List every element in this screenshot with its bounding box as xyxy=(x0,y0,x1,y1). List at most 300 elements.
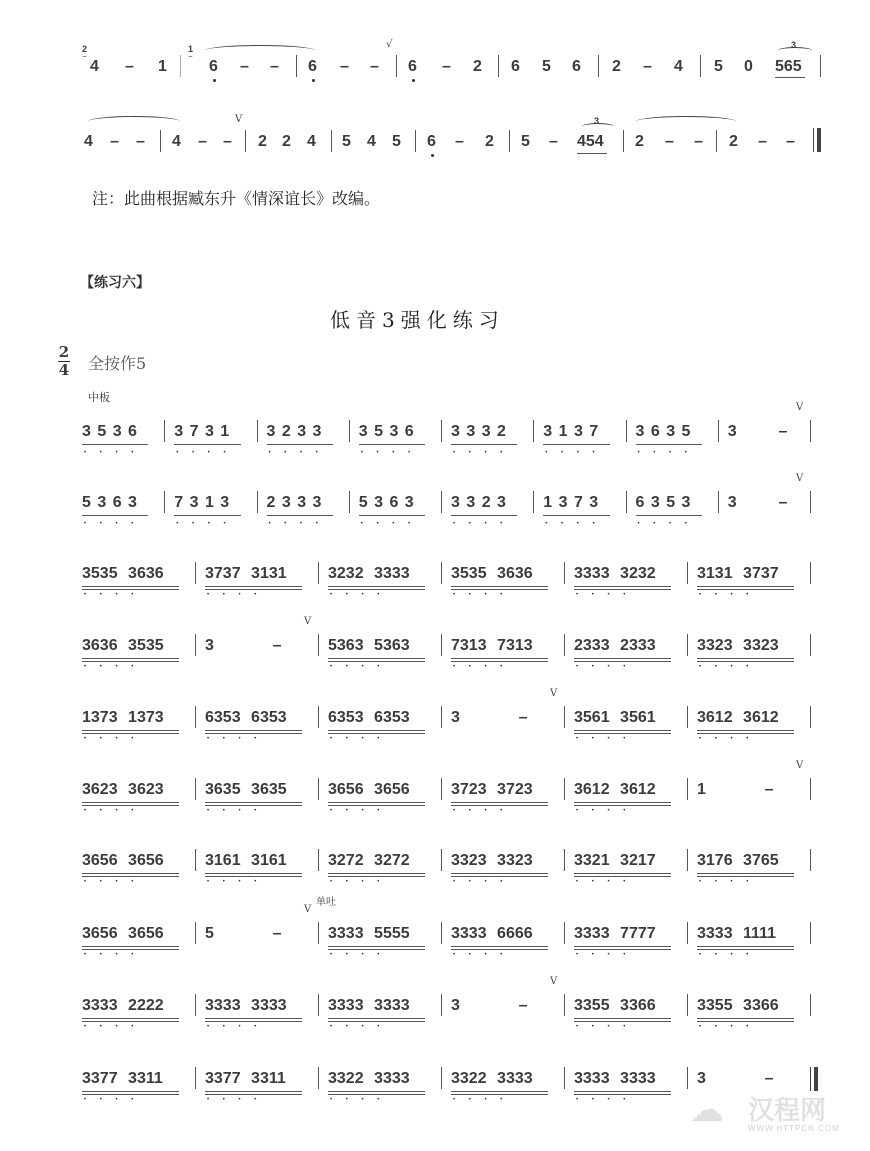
low-octave-dots: • • • • xyxy=(360,521,417,527)
beam-underline xyxy=(574,1018,671,1019)
dash: – xyxy=(442,58,451,75)
beam-underline xyxy=(328,589,425,590)
tempo-marking: 中板 xyxy=(88,391,110,404)
note-group: 2333 2333 xyxy=(574,637,656,654)
measure xyxy=(205,556,314,596)
measure xyxy=(82,772,191,812)
triplet-454: 454 xyxy=(577,133,604,150)
beam-underline xyxy=(205,1021,302,1022)
low-octave-dots: • • • • xyxy=(207,1024,263,1030)
barline xyxy=(598,55,599,77)
note-group: 3 5 3 6 xyxy=(358,423,414,440)
barline xyxy=(195,562,196,584)
long-note: 3 xyxy=(205,637,214,654)
note-group: 3161 3161 xyxy=(205,852,287,869)
dash: – xyxy=(786,133,795,150)
note: 6 xyxy=(209,58,218,75)
low-octave-dots: • • • • xyxy=(84,879,140,885)
dash: – xyxy=(198,133,207,150)
breath-mark: V xyxy=(796,402,804,413)
beam-underline xyxy=(82,1018,179,1019)
beam-underline xyxy=(82,946,179,947)
note-group: 3737 3131 xyxy=(205,565,287,582)
barline xyxy=(318,849,319,871)
breath-mark: V xyxy=(550,688,558,699)
measure xyxy=(328,628,437,668)
note: 5 xyxy=(342,133,351,150)
breath-mark: V xyxy=(304,904,312,915)
low-octave-dots: • • • • xyxy=(545,521,601,527)
beam-underline xyxy=(328,661,425,662)
note-group: 3723 3723 xyxy=(451,781,533,798)
beam-underline xyxy=(451,444,517,445)
exercise-row xyxy=(0,843,870,883)
final-barline xyxy=(813,128,820,152)
measure xyxy=(359,414,437,454)
note-group: 3355 3366 xyxy=(574,997,656,1014)
barline xyxy=(318,778,319,800)
beam-underline xyxy=(574,1094,671,1095)
breath-mark: V xyxy=(550,976,558,987)
low-octave-dots: • • • • xyxy=(207,879,263,885)
underline xyxy=(577,153,607,154)
low-octave-dots: • • • • xyxy=(84,1024,140,1030)
measure xyxy=(697,700,806,740)
beam-underline xyxy=(205,730,302,731)
dash: – xyxy=(125,58,134,75)
low-octave-dots: • • • • xyxy=(453,450,509,456)
barline xyxy=(564,849,565,871)
beam-underline xyxy=(82,444,148,445)
exercise-title: 低音3强化练习 xyxy=(330,308,505,332)
beam-underline xyxy=(451,873,548,874)
low-octave-dots: • • • • xyxy=(576,808,632,814)
measure xyxy=(359,485,437,525)
beam-underline xyxy=(82,586,179,587)
low-octave-dots: • • • • xyxy=(176,521,232,527)
note: 1 xyxy=(158,58,167,75)
note-group: 3 2 3 3 xyxy=(266,423,322,440)
measure xyxy=(82,628,191,668)
beam-underline xyxy=(205,589,302,590)
beam-underline xyxy=(574,876,671,877)
measure xyxy=(451,628,560,668)
barline xyxy=(195,706,196,728)
low-octave-dots: • • • • xyxy=(360,450,417,456)
barline xyxy=(318,634,319,656)
dash: – xyxy=(665,133,674,150)
note-group: 3323 3323 xyxy=(451,852,533,869)
beam-underline xyxy=(82,661,179,662)
long-note: 1 xyxy=(697,781,706,798)
barline xyxy=(195,1067,196,1089)
beam-underline xyxy=(328,805,425,806)
low-octave-dots: • • • • xyxy=(330,592,386,598)
exercise-row xyxy=(0,556,870,596)
low-octave-dots: • • • • xyxy=(176,450,232,456)
exercise-row xyxy=(0,904,870,958)
beam-underline xyxy=(451,876,548,877)
barline xyxy=(257,420,258,442)
beam-underline xyxy=(697,876,794,877)
barline xyxy=(441,562,442,584)
measure xyxy=(636,414,714,454)
barline xyxy=(810,994,811,1016)
note-group: 3 1 3 7 xyxy=(543,423,599,440)
low-octave-dots: • • • • xyxy=(576,952,632,958)
beam-underline xyxy=(205,586,302,587)
beam-underline xyxy=(574,733,671,734)
low-octave-dots: • • • • xyxy=(84,450,140,456)
low-octave-dots: • • • • xyxy=(453,664,509,670)
barline xyxy=(318,562,319,584)
beam-underline xyxy=(451,949,548,950)
dash: – xyxy=(110,133,119,150)
barline xyxy=(687,706,688,728)
measure xyxy=(82,843,191,883)
barline xyxy=(564,922,565,944)
note-group: 1373 1373 xyxy=(82,709,164,726)
barline xyxy=(441,420,442,442)
dash: – xyxy=(518,997,528,1014)
beam-underline xyxy=(328,1021,425,1022)
measure xyxy=(328,700,437,740)
beam-underline xyxy=(205,1094,302,1095)
note-group: 3656 3656 xyxy=(328,781,410,798)
measure xyxy=(82,556,191,596)
note-group: 3635 3635 xyxy=(205,781,287,798)
beam-underline xyxy=(328,946,425,947)
barline-dashed xyxy=(180,55,181,77)
barline xyxy=(257,491,258,513)
dash: – xyxy=(778,494,788,511)
barline xyxy=(441,706,442,728)
long-note: 3 xyxy=(727,494,737,511)
note: 4 xyxy=(84,133,93,150)
barline xyxy=(687,778,688,800)
beam-underline xyxy=(328,658,425,659)
beam-underline xyxy=(574,658,671,659)
note-group: 3623 3623 xyxy=(82,781,164,798)
beam-underline xyxy=(574,730,671,731)
measure xyxy=(328,843,437,883)
note-group: 5 3 6 3 xyxy=(358,494,414,511)
time-signature-top: 2 xyxy=(58,343,70,361)
long-note: 5 xyxy=(205,925,214,942)
dash: – xyxy=(758,133,767,150)
note-group: 3333 3333 xyxy=(205,997,287,1014)
watermark-logo-icon: ☁ xyxy=(690,1091,724,1129)
measure xyxy=(697,628,806,668)
beam-underline xyxy=(574,873,671,874)
beam-underline xyxy=(205,876,302,877)
beam-underline xyxy=(574,589,671,590)
measure xyxy=(697,916,806,956)
note: 2 xyxy=(729,133,738,150)
low-octave-dots: • • • • xyxy=(699,592,755,598)
beam-underline xyxy=(328,876,425,877)
barline xyxy=(415,130,416,152)
note-group: 2 3 3 3 xyxy=(266,494,322,511)
low-octave-dots: • • • • xyxy=(699,736,755,742)
measure xyxy=(82,414,160,454)
barline xyxy=(810,634,811,656)
measure xyxy=(574,916,683,956)
long-note: 3 xyxy=(697,1070,706,1087)
measure xyxy=(543,485,621,525)
beam-underline xyxy=(574,1091,671,1092)
low-octave-dots: • • • • xyxy=(545,450,601,456)
fingering-instruction: 全按作5 xyxy=(88,354,147,373)
note: 6 xyxy=(308,58,317,75)
measure xyxy=(328,556,437,596)
barline xyxy=(195,634,196,656)
note: 6 xyxy=(511,58,520,75)
note-group: 7313 7313 xyxy=(451,637,533,654)
breath-mark: V xyxy=(235,114,243,125)
time-change-2-4: 2 ⁻ xyxy=(82,44,88,63)
note-group: 3 3 3 2 xyxy=(451,423,506,440)
measure xyxy=(82,1061,191,1101)
barline xyxy=(441,778,442,800)
dash: – xyxy=(694,133,703,150)
measure xyxy=(697,843,806,883)
footnote: 注：此曲根据臧东升《情深谊长》改编。 xyxy=(92,189,381,208)
note-group: 3535 3636 xyxy=(451,565,533,582)
note: 4 xyxy=(367,133,376,150)
underline xyxy=(775,77,805,78)
beam-underline xyxy=(82,1091,179,1092)
exercise-row xyxy=(0,688,870,742)
beam-underline xyxy=(574,946,671,947)
low-octave-dots: • • • • xyxy=(699,952,755,958)
barline xyxy=(564,1067,565,1089)
barline xyxy=(195,778,196,800)
beam-underline xyxy=(328,733,425,734)
barline xyxy=(623,130,624,152)
exercise-row xyxy=(0,616,870,670)
beam-underline xyxy=(82,949,179,950)
dash: – xyxy=(764,1070,774,1087)
note-group: 3656 3656 xyxy=(82,852,164,869)
low-octave-dot xyxy=(312,79,315,82)
barline xyxy=(509,130,510,152)
measure xyxy=(82,916,191,956)
note-group: 3 6 3 5 xyxy=(635,423,691,440)
note-group: 3377 3311 xyxy=(82,1070,163,1087)
measure xyxy=(267,414,345,454)
triplet-label: 3 xyxy=(791,40,797,50)
barline xyxy=(687,849,688,871)
measure xyxy=(205,1061,314,1101)
low-octave-dots: • • • • xyxy=(453,879,509,885)
measure xyxy=(574,1061,683,1101)
low-octave-dots: • • • • xyxy=(268,521,324,527)
beam-underline xyxy=(451,1094,548,1095)
measure xyxy=(451,916,560,956)
measure xyxy=(451,688,560,740)
low-octave-dots: • • • • xyxy=(330,664,386,670)
barline xyxy=(245,130,246,152)
beam-underline xyxy=(267,515,333,516)
beam-underline xyxy=(697,586,794,587)
watermark-brand: 汉程网 xyxy=(748,1095,827,1125)
note-group: 3131 3737 xyxy=(697,565,779,582)
note: 4 xyxy=(172,133,181,150)
note: 4 xyxy=(90,58,99,75)
low-octave-dots: • • • • xyxy=(84,664,140,670)
barline xyxy=(195,994,196,1016)
barline xyxy=(498,55,499,77)
dash: – xyxy=(272,637,282,654)
beam-underline xyxy=(451,661,548,662)
barline xyxy=(318,706,319,728)
measure xyxy=(697,988,806,1028)
measure xyxy=(205,843,314,883)
note: 4 xyxy=(674,58,683,75)
note: 2 xyxy=(635,133,644,150)
note-group: 3656 3656 xyxy=(82,925,164,942)
beam-underline xyxy=(174,444,240,445)
barline xyxy=(533,420,534,442)
measure xyxy=(328,988,437,1028)
time-signature xyxy=(58,345,70,378)
articulation-marking: 单吐 xyxy=(316,897,336,908)
beam-underline xyxy=(574,805,671,806)
beam-underline xyxy=(82,730,179,731)
measure xyxy=(451,772,560,812)
note-group: 3 5 3 6 xyxy=(82,423,137,440)
barline xyxy=(349,420,350,442)
beam-underline xyxy=(697,589,794,590)
beam-underline xyxy=(451,586,548,587)
dash: – xyxy=(223,133,232,150)
low-octave-dots: • • • • xyxy=(453,1097,509,1103)
note: 6 xyxy=(572,58,581,75)
note-group: 6 3 5 3 xyxy=(635,494,691,511)
note: 6 xyxy=(427,133,436,150)
note-group: 3636 3535 xyxy=(82,637,164,654)
note-group: 3333 1111 xyxy=(697,925,776,942)
exercise-row xyxy=(0,473,870,527)
beam-underline xyxy=(697,873,794,874)
note-group: 3612 3612 xyxy=(574,781,656,798)
note-group: 5 3 6 3 xyxy=(82,494,137,511)
barline xyxy=(564,562,565,584)
long-note: 3 xyxy=(727,423,737,440)
measure xyxy=(82,988,191,1028)
measure xyxy=(328,916,437,956)
low-octave-dots: • • • • xyxy=(576,1024,632,1030)
beam-underline xyxy=(205,802,302,803)
measure xyxy=(697,556,806,596)
barline xyxy=(441,634,442,656)
note-group: 3272 3272 xyxy=(328,852,410,869)
note: 5 xyxy=(392,133,401,150)
beam-underline xyxy=(328,730,425,731)
note-group: 6353 6353 xyxy=(205,709,287,726)
beam-underline xyxy=(451,946,548,947)
beam-underline xyxy=(82,515,148,516)
dash: – xyxy=(518,709,528,726)
note-group: 3323 3323 xyxy=(697,637,779,654)
barline xyxy=(318,922,319,944)
barline xyxy=(700,55,701,77)
dash: – xyxy=(240,58,249,75)
watermark-url: WWW.HTTPCN.COM xyxy=(748,1124,840,1133)
beam-underline xyxy=(328,873,425,874)
measure xyxy=(205,988,314,1028)
barline xyxy=(441,994,442,1016)
measure xyxy=(174,485,252,525)
note-group: 3535 3636 xyxy=(82,565,164,582)
tie xyxy=(636,116,736,127)
triplet-565: 565 xyxy=(775,58,802,75)
note-group: 3232 3333 xyxy=(328,565,410,582)
beam-underline xyxy=(205,873,302,874)
note-group: 3 7 3 1 xyxy=(174,423,230,440)
note: 2 xyxy=(282,133,291,150)
beam-underline xyxy=(205,805,302,806)
note-group: 3333 3333 xyxy=(574,1070,656,1087)
barline xyxy=(318,994,319,1016)
dash: – xyxy=(136,133,145,150)
dash: – xyxy=(778,423,788,440)
note-group: 3612 3612 xyxy=(697,709,779,726)
dash: – xyxy=(272,925,282,942)
low-octave-dot xyxy=(431,154,434,157)
low-octave-dots: • • • • xyxy=(576,592,632,598)
low-octave-dots: • • • • xyxy=(84,736,140,742)
note: 2 xyxy=(473,58,482,75)
beam-underline xyxy=(328,1094,425,1095)
barline xyxy=(820,55,821,77)
barline xyxy=(626,491,627,513)
beam-underline xyxy=(205,733,302,734)
measure xyxy=(636,485,714,525)
tie xyxy=(88,116,180,127)
low-octave-dots: • • • • xyxy=(453,808,509,814)
barline xyxy=(687,634,688,656)
exercise-row xyxy=(0,976,870,1030)
beam-underline xyxy=(636,515,702,516)
note: 2 xyxy=(485,133,494,150)
measure xyxy=(82,485,160,525)
beam-underline xyxy=(82,805,179,806)
beam-underline xyxy=(451,515,517,516)
barline xyxy=(810,706,811,728)
beam-underline xyxy=(543,515,609,516)
barline xyxy=(533,491,534,513)
measure xyxy=(727,473,806,525)
low-octave-dots: • • • • xyxy=(330,736,386,742)
beam-underline xyxy=(82,658,179,659)
measure xyxy=(574,700,683,740)
note: 2 xyxy=(612,58,621,75)
low-octave-dots: • • • • xyxy=(330,1024,386,1030)
low-octave-dots: • • • • xyxy=(576,879,632,885)
exercise-row xyxy=(0,760,870,814)
beam-underline xyxy=(636,444,702,445)
measure xyxy=(328,772,437,812)
beam-underline xyxy=(574,661,671,662)
beam-underline xyxy=(697,730,794,731)
low-octave-dots: • • • • xyxy=(207,736,263,742)
barline xyxy=(716,130,717,152)
note: 5 xyxy=(521,133,530,150)
barline xyxy=(564,634,565,656)
barline xyxy=(164,420,165,442)
